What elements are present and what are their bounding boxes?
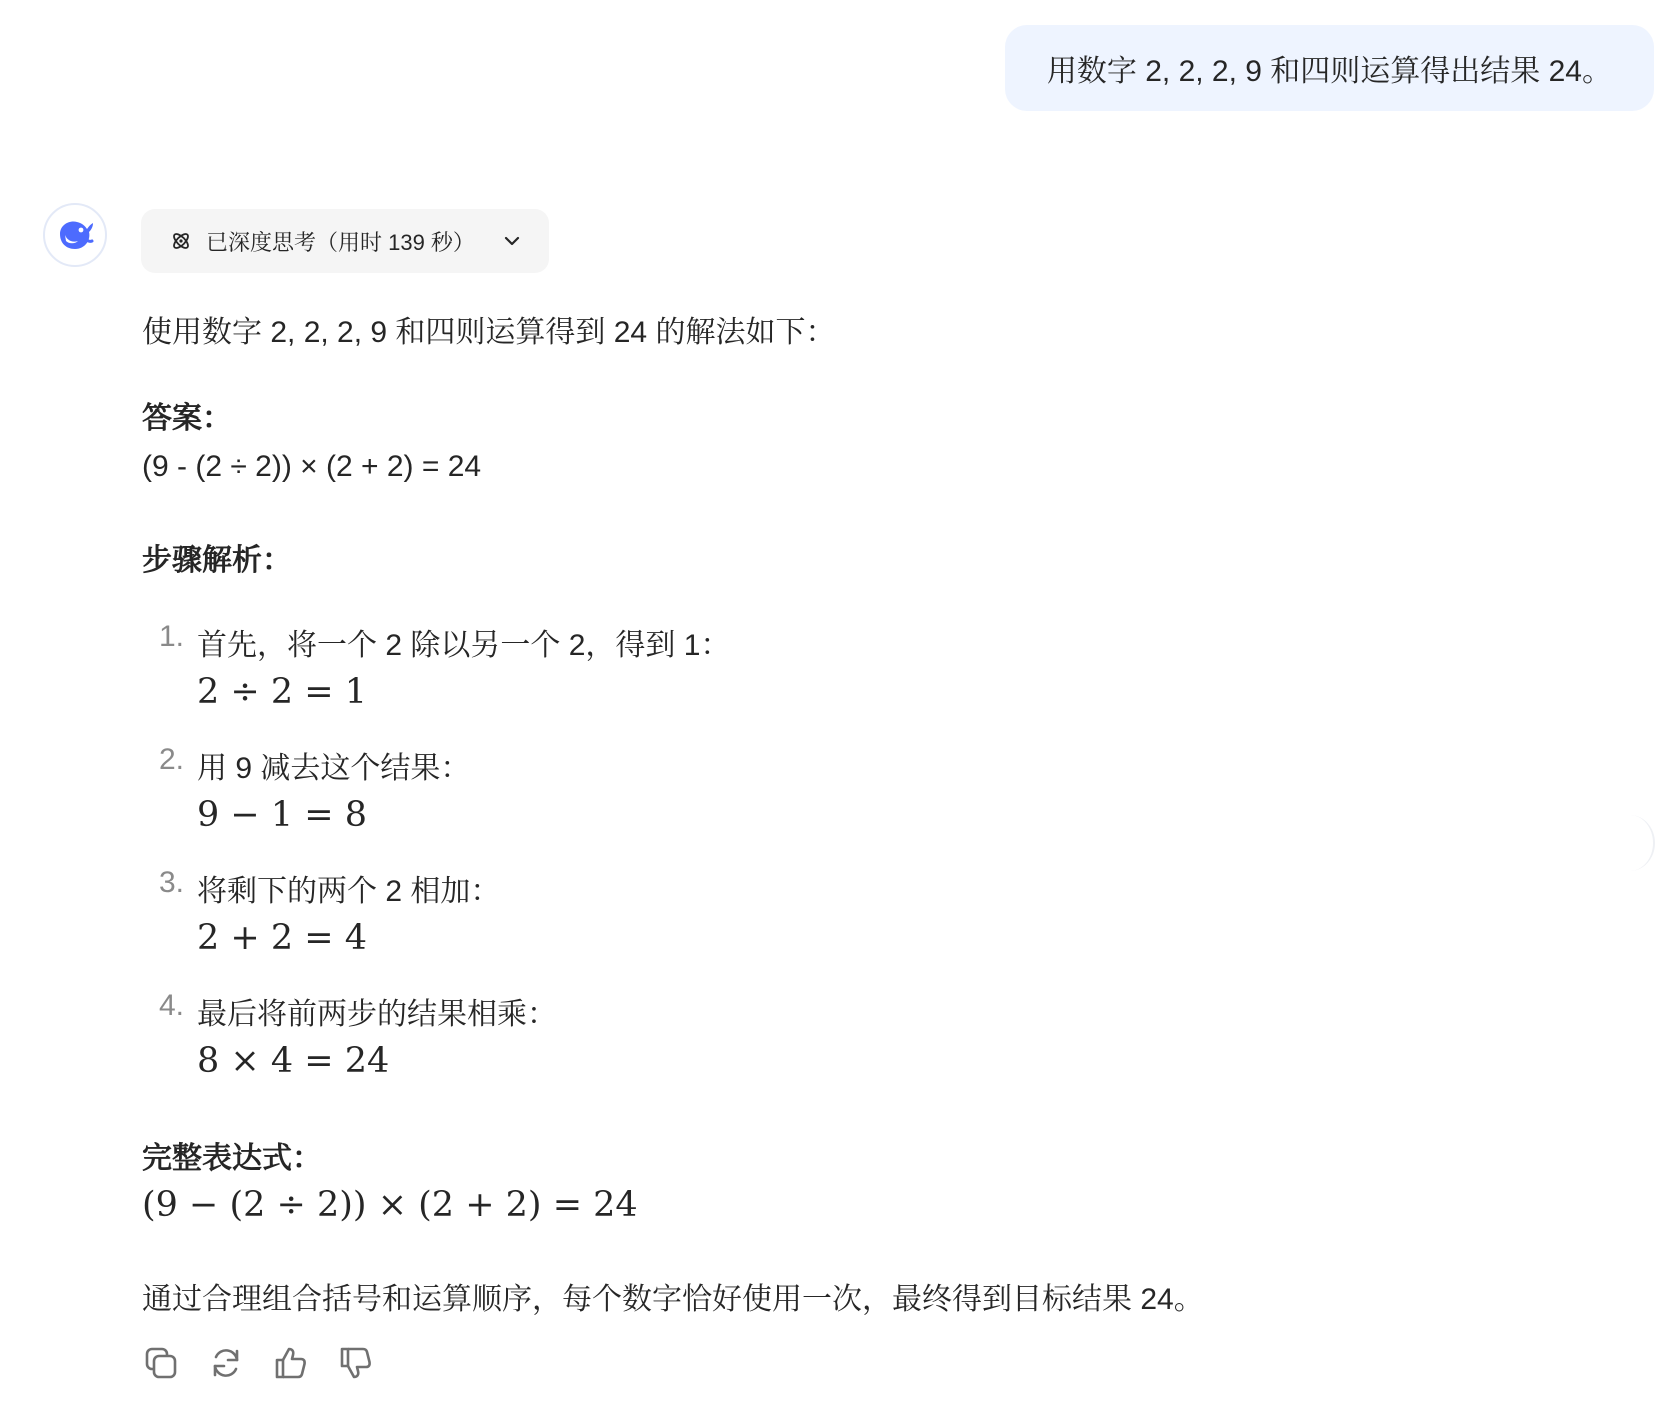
answer-heading: 答案： — [142, 402, 232, 435]
step-formula: 2 ÷ 2 = 1 — [197, 672, 367, 712]
atom-icon — [170, 230, 192, 252]
thumbs-down-icon — [338, 1345, 374, 1381]
deep-thinking-label: 已深度思考（用时 139 秒） — [206, 229, 475, 255]
full-expression-heading: 完整表达式： — [142, 1142, 322, 1175]
regenerate-icon — [208, 1345, 244, 1381]
full-expression-formula: (9 − (2 ÷ 2)) × (2 + 2) = 24 — [142, 1185, 638, 1225]
answer-conclusion: 通过合理组合括号和运算顺序，每个数字恰好使用一次，最终得到目标结果 24。 — [142, 1283, 1204, 1316]
dislike-button[interactable] — [337, 1344, 375, 1382]
user-message-text: 用数字 2, 2, 2, 9 和四则运算得出结果 24。 — [1046, 55, 1612, 88]
step-formula: 2 + 2 = 4 — [197, 918, 367, 958]
step-number: 4. — [159, 989, 185, 1022]
step-text: 首先，将一个 2 除以另一个 2，得到 1： — [197, 629, 731, 662]
answer-intro: 使用数字 2, 2, 2, 9 和四则运算得到 24 的解法如下： — [142, 316, 836, 349]
step-text: 用 9 减去这个结果： — [197, 752, 471, 785]
regenerate-button[interactable] — [207, 1344, 245, 1382]
copy-button[interactable] — [142, 1344, 180, 1382]
step-number: 2. — [159, 743, 185, 776]
chevron-down-icon — [501, 230, 523, 252]
scroll-indicator[interactable] — [1605, 815, 1655, 871]
step-formula: 9 − 1 = 8 — [197, 795, 367, 835]
step-number: 3. — [159, 866, 185, 899]
answer-expression: (9 - (2 ÷ 2)) × (2 + 2) = 24 — [142, 450, 482, 483]
assistant-avatar — [43, 203, 107, 267]
step-number: 1. — [159, 620, 185, 653]
deep-thinking-toggle[interactable] — [141, 209, 549, 273]
whale-logo-icon — [54, 214, 96, 256]
copy-icon — [143, 1345, 179, 1381]
thumbs-up-icon — [273, 1345, 309, 1381]
message-action-bar — [142, 1344, 375, 1382]
step-text: 将剩下的两个 2 相加： — [197, 875, 501, 908]
steps-heading: 步骤解析： — [142, 544, 292, 577]
user-message-bubble — [1005, 25, 1654, 111]
step-formula: 8 × 4 = 24 — [197, 1041, 390, 1081]
like-button[interactable] — [272, 1344, 310, 1382]
step-text: 最后将前两步的结果相乘： — [197, 998, 557, 1031]
